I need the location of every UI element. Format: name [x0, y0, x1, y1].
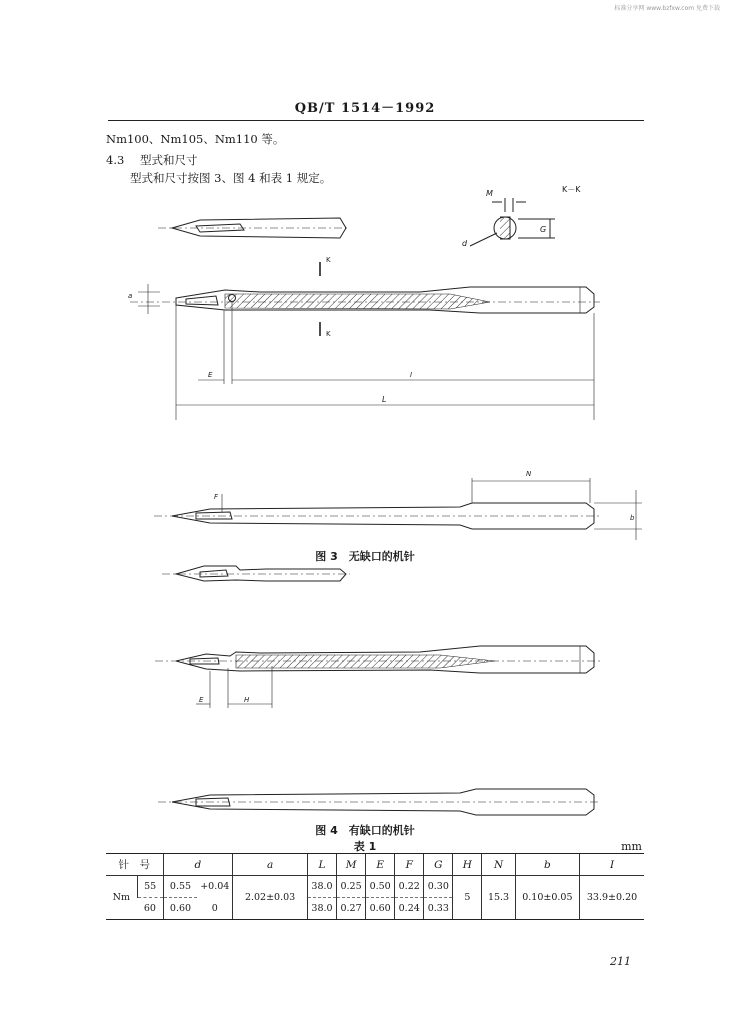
- standard-number: QB/T 1514－1992: [294, 101, 436, 116]
- cell-d-tol: 0: [197, 898, 232, 920]
- cell-m: 0.27: [337, 898, 366, 920]
- th-a: a: [233, 854, 308, 876]
- cell-h: 5: [453, 876, 482, 920]
- cell-e: 0.50: [366, 876, 395, 898]
- intro-line: Nm100、Nm105、Nm110 等。: [106, 132, 285, 146]
- th-d: d: [163, 854, 233, 876]
- table-unit: mm: [621, 840, 642, 853]
- cell-g: 0.30: [424, 876, 453, 898]
- fig3-caption: 图 3 无缺口的机针: [315, 550, 415, 563]
- table-row: [106, 876, 644, 898]
- label-g: G: [540, 225, 547, 234]
- fig3-section-kk: [470, 198, 555, 246]
- cell-l: 38.0: [307, 898, 336, 920]
- fig4-front-view: [158, 789, 600, 815]
- cell-no: 60: [137, 898, 163, 920]
- label-d: d: [462, 239, 468, 248]
- table-title: 表 1: [353, 840, 377, 853]
- fig3-main-needle: [130, 262, 600, 420]
- cell-i: 33.9±0.20: [580, 876, 644, 920]
- fig4-label-h: H: [244, 696, 250, 704]
- cell-d: 0.60: [163, 898, 197, 920]
- label-i: I: [410, 371, 413, 379]
- cell-n: 15.3: [482, 876, 515, 920]
- label-e: E: [208, 371, 213, 379]
- cell-f: 0.22: [395, 876, 424, 898]
- label-m: M: [486, 189, 493, 198]
- cell-nm: Nm: [106, 876, 137, 920]
- label-k-top: K: [326, 256, 331, 264]
- label-k-bottom: K: [326, 330, 331, 338]
- section-paragraph: 型式和尺寸按图 3、图 4 和表 1 规定。: [130, 171, 332, 185]
- section-number: 4.3: [106, 153, 125, 167]
- label-a: a: [128, 292, 133, 300]
- watermark: 标准分享网 www.bzfxw.com 免费下载: [614, 5, 720, 12]
- th-e: E: [366, 854, 395, 876]
- th-n: N: [482, 854, 515, 876]
- th-f: F: [395, 854, 424, 876]
- fig4-label-e: E: [199, 696, 204, 704]
- label-f: F: [214, 493, 219, 501]
- fig3-front-view: [154, 478, 642, 540]
- cell-f: 0.24: [395, 898, 424, 920]
- th-m: M: [337, 854, 366, 876]
- th-h: H: [453, 854, 482, 876]
- section-title: 型式和尺寸: [139, 153, 198, 167]
- fig4-main-needle: [155, 646, 600, 708]
- fig3-tip-detail: [158, 218, 348, 238]
- label-b: b: [630, 514, 635, 522]
- table-header-row: [106, 854, 644, 876]
- cell-g: 0.33: [424, 898, 453, 920]
- cell-l: 38.0: [307, 876, 336, 898]
- th-l: L: [307, 854, 336, 876]
- dimension-table: [106, 853, 644, 920]
- cell-b: 0.10±0.05: [515, 876, 579, 920]
- label-kk: K－K: [562, 185, 581, 194]
- cell-d: 0.55: [163, 876, 197, 898]
- label-l: L: [382, 395, 387, 404]
- fig4-caption: 图 4 有缺口的机针: [315, 824, 415, 837]
- cell-e: 0.60: [366, 898, 395, 920]
- fig4-tip-detail: [162, 566, 350, 581]
- cell-m: 0.25: [337, 876, 366, 898]
- label-n: N: [526, 470, 532, 478]
- cell-d-tol: +0.04: [200, 881, 230, 893]
- page-number: 211: [610, 955, 631, 968]
- th-i: I: [580, 854, 644, 876]
- cell-no: 55: [137, 876, 163, 898]
- th-needle-no: 针 号: [106, 854, 163, 876]
- th-g: G: [424, 854, 453, 876]
- cell-a: 2.02±0.03: [233, 876, 308, 920]
- th-b: b: [515, 854, 579, 876]
